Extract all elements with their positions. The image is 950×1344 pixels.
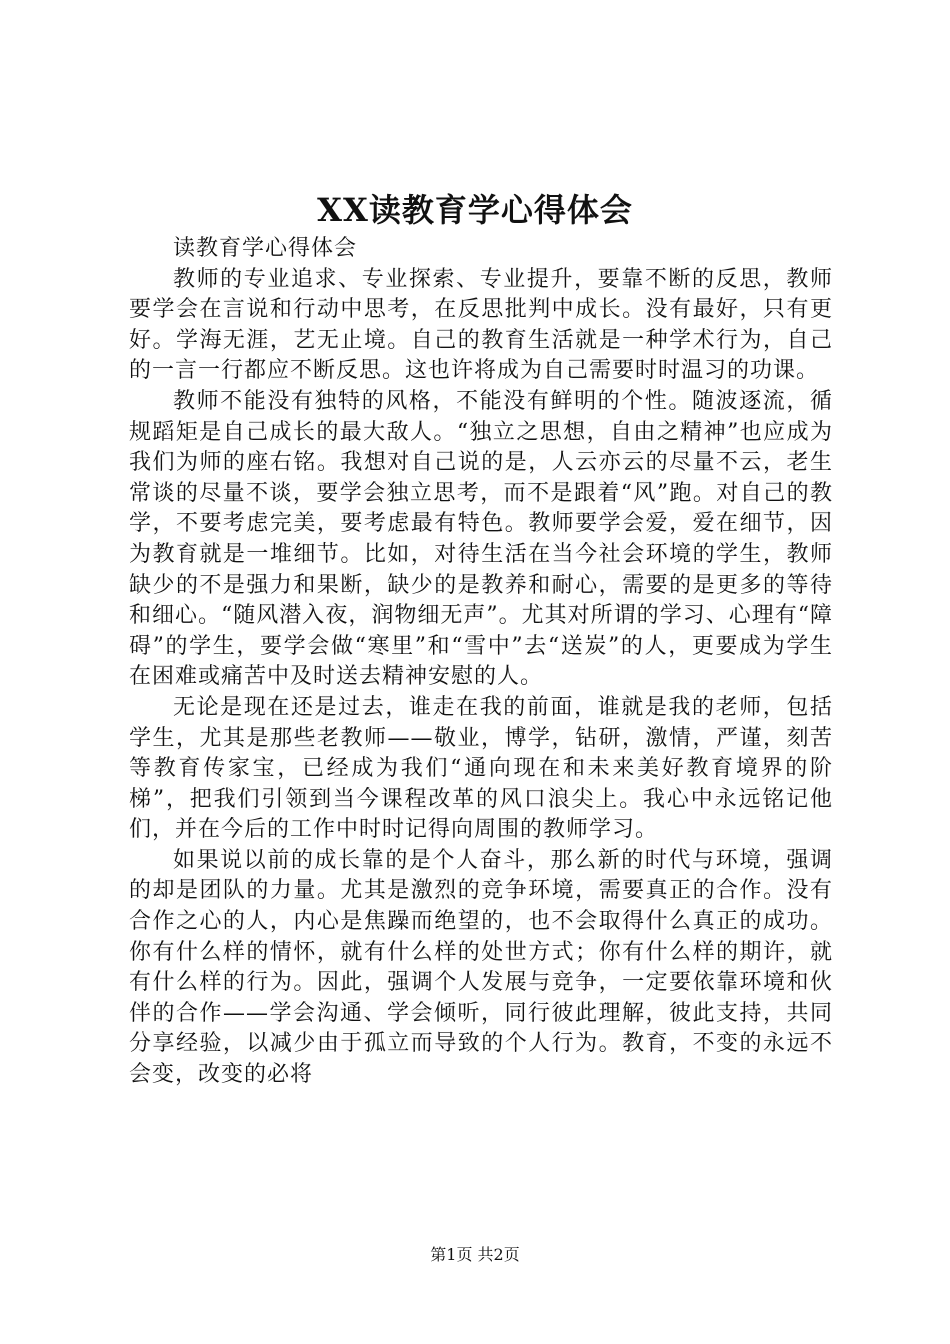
paragraph-subtitle: 读教育学心得体会: [173, 236, 358, 261]
paragraph: 教师不能没有独特的风格，不能没有鲜明的个性。随波逐流，循规蹈矩是自己成长的最大敌人。“独立之思想，自由之精神”也应成为我们为师的座右铭。我想对自己说的是，人云亦云的尽量不云，老生常谈的尽量不谈，要学会独立思考，而不是跟着“风”跑。对自己的教学，不要考虑完美，要考虑最有特色。教师要学会爱，爱在细节，因为教育就是一堆细节。比如，对待生活在当今社会环境的学生，教师缺少的不是强力和果断，缺少的是教养和耐心，需要的是更多的等待和细心。“随风潜入夜，润物细无声”。尤其对所谓的学习、心理有“障碍”的学生，要学会做“寒里”和“雪中”去“送炭”的人，更要成为学生在困难或痛苦中及时送去精神安慰的人。: [129, 388, 833, 690]
paragraph: 如果说以前的成长靠的是个人奋斗，那么新的时代与环境，强调的却是团队的力量。尤其是激烈的竞争环境，需要真正的合作。没有合作之心的人，内心是焦躁而绝望的，也不会取得什么真正的成功。你有什么样的情怀，就有什么样的处世方式；你有什么样的期许，就有什么样的行为。因此，强调个人发展与竞争，一定要依靠环境和伙伴的合作——学会沟通、学会倾听，同行彼此理解，彼此支持，共同分享经验，以减少由于孤立而导致的个人行为。教育，不变的永远不会变，改变的必将: [129, 847, 833, 1088]
document-title: XX读教育学心得体会: [317, 191, 633, 229]
page-footer: 第1页 共2页: [430, 1245, 520, 1264]
paragraph: 教师的专业追求、专业探索、专业提升，要靠不断的反思，教师要学会在言说和行动中思考，在反思批判中成长。没有最好，只有更好。学海无涯，艺无止境。自己的教育生活就是一种学术行为，自己的一言一行都应不断反思。这也许将成为自己需要时时温习的功课。: [129, 266, 833, 384]
paragraph: 无论是现在还是过去，谁走在我的前面，谁就是我的老师，包括学生，尤其是那些老教师——敬业，博学，钻研，激情，严谨，刻苦等教育传家宝，已经成为我们“通向现在和未来美好教育境界的阶梯”，把我们引领到当今课程改革的风口浪尖上。我心中永远铭记他们，并在今后的工作中时时记得向周围的教师学习。: [129, 694, 833, 843]
document-body: [129, 234, 833, 1091]
